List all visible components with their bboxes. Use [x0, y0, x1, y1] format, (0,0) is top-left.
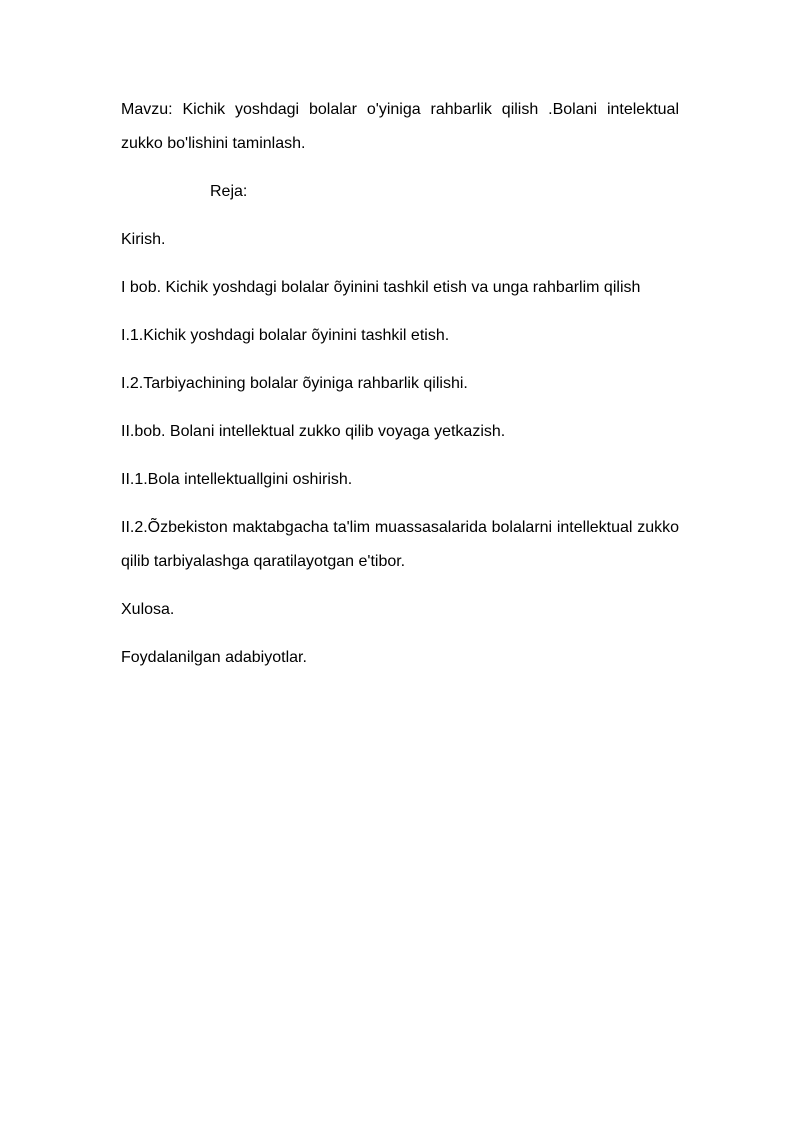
plan-item-section-1-1: I.1.Kichik yoshdagi bolalar õyinini tashkil etish.	[121, 327, 450, 344]
plan-item-introduction: Kirish.	[121, 231, 166, 248]
topic-paragraph: Mavzu: Kichik yoshdagi bolalar o'yiniga rahbarlik qilish .Bolani intelektual zukko bo'lishini taminlash.	[121, 101, 679, 152]
plan-item-chapter-2: II.bob. Bolani intellektual zukko qilib voyaga yetkazish.	[121, 423, 506, 440]
plan-item-conclusion: Xulosa.	[121, 601, 175, 618]
document-page	[121, 93, 679, 689]
plan-item-section-1-2: I.2.Tarbiyachining bolalar õyiniga rahbarlik qilishi.	[121, 375, 468, 392]
plan-item-references: Foydalanilgan adabiyotlar.	[121, 649, 307, 666]
plan-item-section-2-1: II.1.Bola intellektuallgini oshirish.	[121, 471, 353, 488]
plan-item-chapter-1: I bob. Kichik yoshdagi bolalar õyinini tashkil etish va unga rahbarlim qilish	[121, 279, 641, 296]
plan-item-section-2-2: II.2.Õzbekiston maktabgacha ta'lim muassasalarida bolalarni intellektual zukko qilib tarbiyalashga qaratilayotgan e'tibor.	[121, 519, 679, 570]
plan-heading: Reja:	[210, 183, 248, 200]
